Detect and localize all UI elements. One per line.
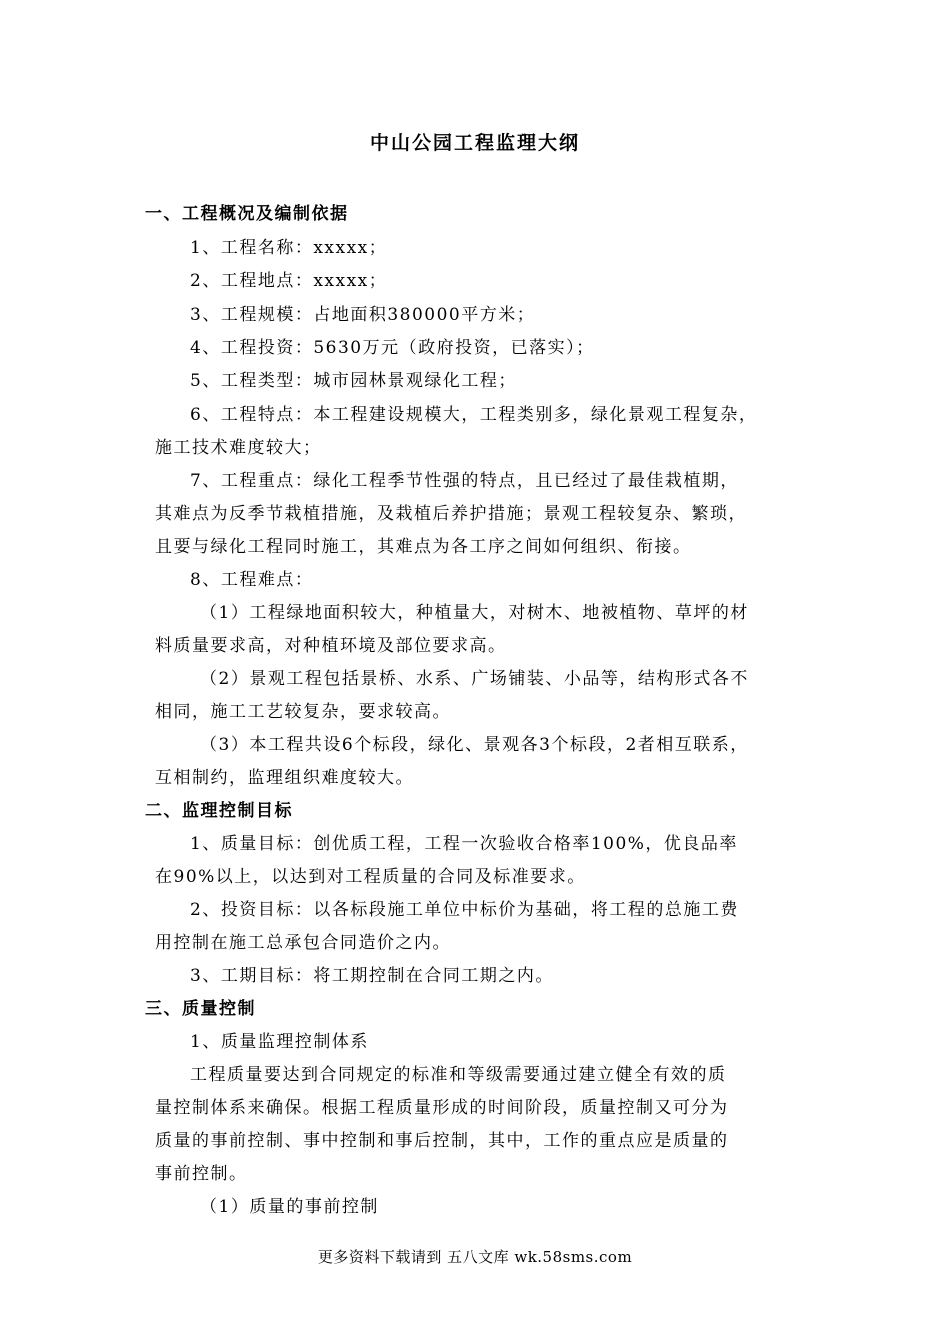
body-line: 1、工程名称：xxxxx； [190,238,388,258]
footer-text: 更多资料下载请到 五八文库 wk.58sms.com [317,1248,633,1266]
body-line: 量控制体系来确保。根据工程质量形成的时间阶段，质量控制又可分为 [155,1098,729,1118]
section-heading-2: 二、监理控制目标 [145,801,293,821]
body-line: 2、工程地点：xxxxx； [190,271,388,291]
section-heading-3: 三、质量控制 [145,999,256,1019]
body-line: 事前控制。 [155,1164,248,1184]
body-line: 3、工程规模：占地面积380000平方米； [190,305,536,325]
body-line: （1）质量的事前控制 [200,1197,379,1217]
body-line: 在90%以上，以达到对工程质量的合同及标准要求。 [155,867,586,887]
body-line: （3）本工程共设6个标段，绿化、景观各3个标段，2者相互联系， [200,735,749,755]
body-line: 质量的事前控制、事中控制和事后控制，其中，工作的重点应是质量的 [155,1131,729,1151]
body-line: 3、工期目标：将工期控制在合同工期之内。 [190,966,554,986]
body-line: 6、工程特点：本工程建设规模大，工程类别多，绿化景观工程复杂， [190,405,758,425]
body-line: （1）工程绿地面积较大，种植量大，对树木、地被植物、草坪的材 [200,603,749,623]
body-line: 施工技术难度较大； [155,438,322,458]
body-line: 料质量要求高，对种植环境及部位要求高。 [155,636,507,656]
body-line: 1、质量目标：创优质工程，工程一次验收合格率100%，优良品率 [190,834,738,854]
body-line: 其难点为反季节栽植措施，及栽植后养护措施；景观工程较复杂、繁琐， [155,504,747,524]
body-line: 用控制在施工总承包合同造价之内。 [155,933,451,953]
document-title: 中山公园工程监理大纲 [369,132,580,154]
body-line: 8、工程难点： [190,570,314,590]
body-line: 且要与绿化工程同时施工，其难点为各工序之间如何组织、衔接。 [155,537,692,557]
body-line: 4、工程投资：5630万元（政府投资，已落实）； [190,338,595,358]
body-line: 1、质量监理控制体系 [190,1032,369,1052]
body-line: （2）景观工程包括景桥、水系、广场铺装、小品等，结构形式各不 [200,669,749,689]
body-line: 互相制约，监理组织难度较大。 [155,768,414,788]
body-line: 相同，施工工艺较复杂，要求较高。 [155,702,451,722]
body-line: 7、工程重点：绿化工程季节性强的特点，且已经过了最佳栽植期， [190,471,739,491]
body-line: 5、工程类型：城市园林景观绿化工程； [190,371,517,391]
body-line: 2、投资目标：以各标段施工单位中标价为基础，将工程的总施工费 [190,900,739,920]
section-heading-1: 一、工程概况及编制依据 [145,204,349,224]
body-line: 工程质量要达到合同规定的标准和等级需要通过建立健全有效的质 [190,1065,727,1085]
